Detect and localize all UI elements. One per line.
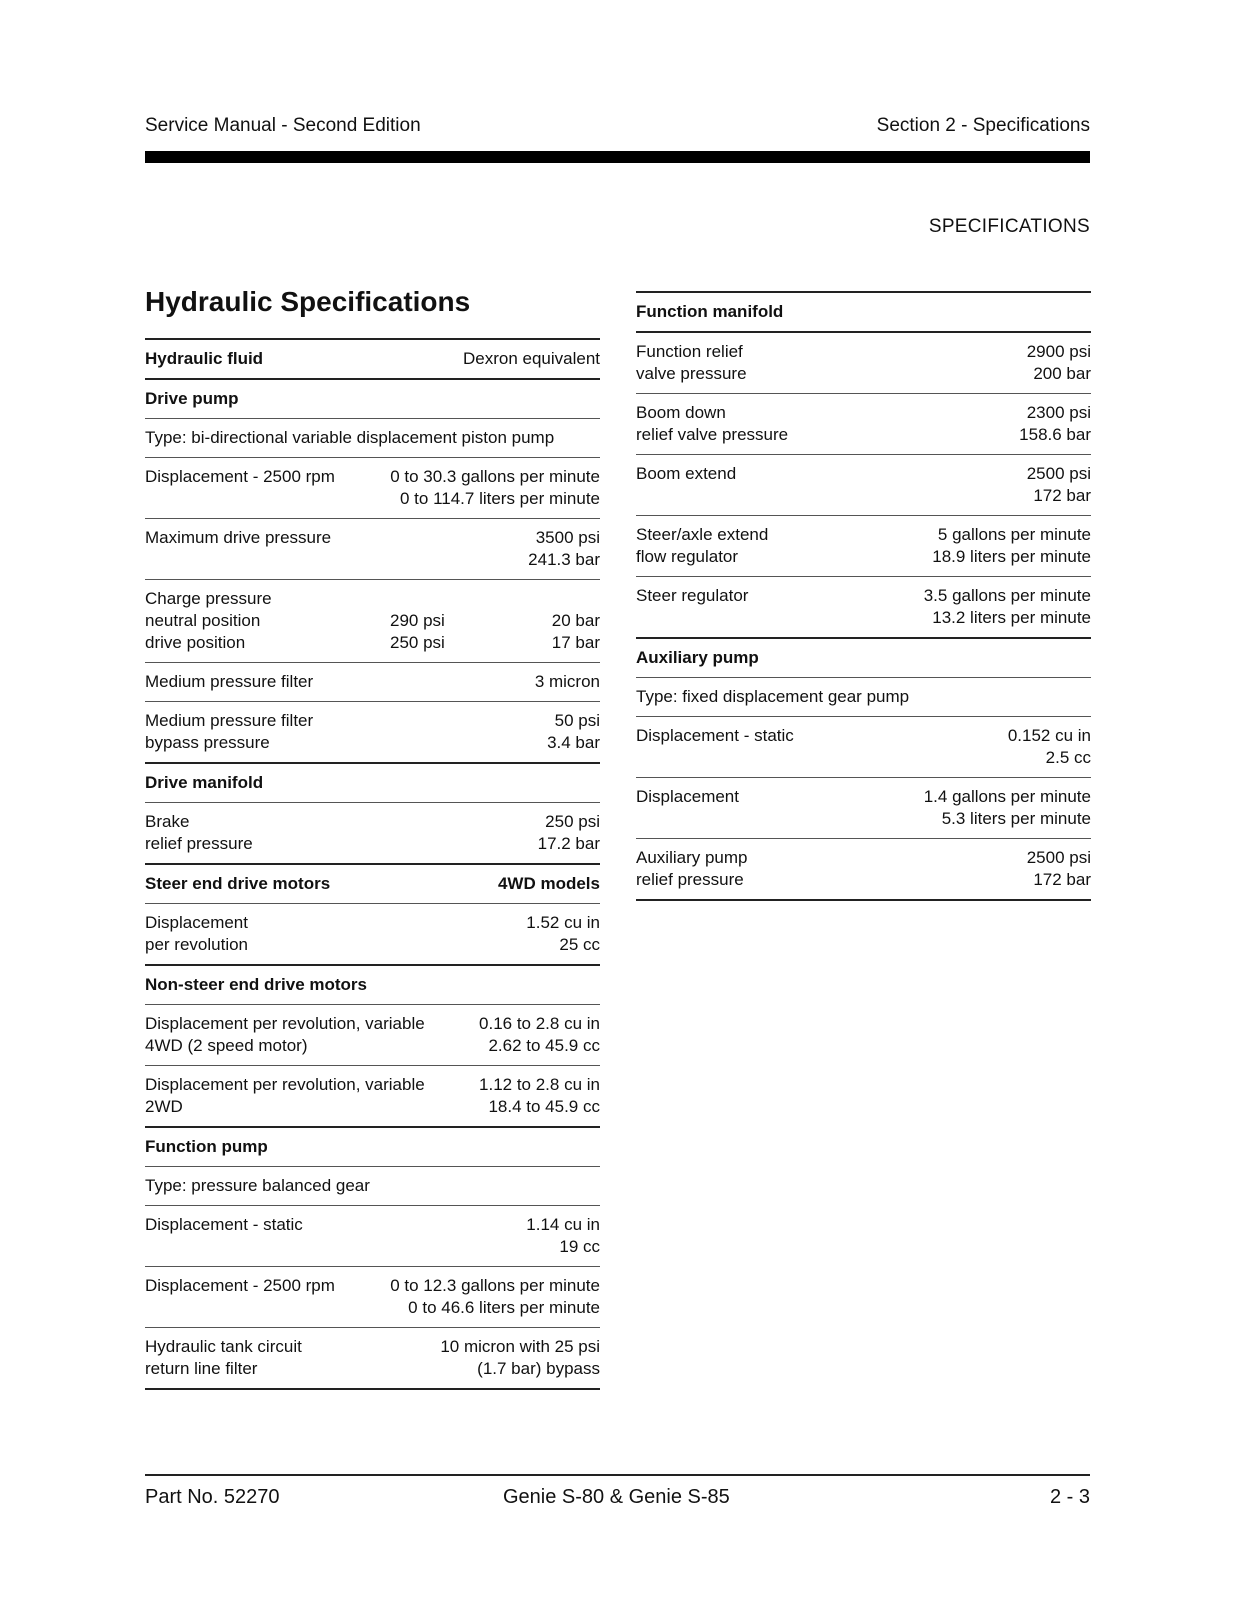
spec-value [526,912,600,956]
spec-value-line: 3.5 gallons per minute [923,586,1091,605]
medium-pressure-filter-row [145,662,600,701]
spec-value-line: 241.3 bar [528,550,600,569]
spec-label: Displacement - 2500 rpm [145,1276,335,1295]
spec-label: Charge pressure [145,589,272,608]
spec-label [145,1013,425,1057]
filter-bypass-row [145,701,600,762]
spec-value [440,1336,600,1380]
left-spec-table [145,338,600,1390]
spec-value-line: 250 psi [545,812,600,831]
spec-value-line: 0 to 30.3 gallons per minute [390,467,600,486]
function-pump-type-row [145,1166,600,1205]
spec-value [1027,847,1091,891]
spec-label-line: Displacement per revolution, variable [145,1075,425,1094]
spec-label-line: Boom down [636,403,726,422]
spec-value: 3 micron [534,672,600,691]
spec-value [924,786,1091,830]
section-heading-note: 4WD models [497,874,600,893]
spec-label: neutral position [145,611,261,630]
boom-extend-row [636,454,1091,515]
section-heading: Function pump [145,1137,268,1156]
spec-value-line: 0 to 46.6 liters per minute [408,1298,600,1317]
spec-value-line: 2.5 cc [1045,748,1091,767]
spec-value-line: 2300 psi [1026,403,1091,422]
spec-value [538,811,600,855]
spec-label: Type: bi-directional variable displacement piston pump [145,428,555,447]
spec-value-line: 1.14 cu in [526,1215,600,1234]
spec-value-line: 0.16 to 2.8 cu in [479,1014,600,1033]
spec-label: Maximum drive pressure [145,528,332,547]
footer-rule [145,1474,1090,1476]
spec-value [479,1013,600,1057]
spec-label [636,847,748,891]
spec-value-line: 5.3 liters per minute [941,809,1091,828]
spec-label-line: Displacement [145,913,248,932]
section-heading: Drive pump [145,389,239,408]
spec-value-line: 2.62 to 45.9 cc [488,1036,600,1055]
spec-label-line: return line filter [145,1359,258,1378]
section-heading: Auxiliary pump [636,648,759,667]
spec-label-line: Hydraulic tank circuit [145,1337,302,1356]
spec-value-line: 18.9 liters per minute [932,547,1091,566]
spec-value-line: 0.152 cu in [1007,726,1091,745]
spec-value-line: 17.2 bar [537,834,600,853]
function-pump-rpm-row [145,1266,600,1327]
section-heading-function-pump [145,1126,600,1166]
spec-value: 17 bar [551,633,600,652]
spec-label-line: valve pressure [636,364,747,383]
spec-value-line: 2900 psi [1026,342,1091,361]
spec-label-line: per revolution [145,935,249,954]
spec-label-line: Function relief [636,342,743,361]
spec-label-line: relief valve pressure [636,425,789,444]
section-heading: Drive manifold [145,773,264,792]
spec-label [145,710,313,754]
spec-value [526,1214,600,1258]
spec-label-line: Brake [145,812,190,831]
non-steer-2wd-row [145,1065,600,1126]
spec-label: drive position [145,633,246,652]
spec-value-line: 200 bar [1033,364,1091,383]
spec-value-line: 18.4 to 45.9 cc [488,1097,600,1116]
spec-label-line: 2WD [145,1097,183,1116]
spec-label [636,341,747,385]
drive-pump-displacement-row [145,457,600,518]
spec-label [145,1074,425,1118]
footer-part-number: Part No. 52270 [145,1486,280,1508]
header-section-title: Section 2 - Specifications [876,115,1090,136]
max-drive-pressure-row [145,518,600,579]
spec-label: Displacement - 2500 rpm [145,467,335,486]
spec-value [1027,463,1091,507]
spec-value [932,524,1091,568]
spec-label: Type: fixed displacement gear pump [636,687,910,706]
spec-value-line: 13.2 liters per minute [932,608,1091,627]
spec-value [390,1275,600,1319]
charge-pressure-grid [145,588,600,654]
charge-pressure-row [145,579,600,662]
spec-value-line: 10 micron with 25 psi [440,1337,600,1356]
spec-value [1008,725,1091,769]
right-spec-table [636,291,1091,901]
steer-end-displacement-row [145,903,600,964]
spec-value [1019,402,1091,446]
spec-label [145,1336,302,1380]
steer-regulator-row [636,576,1091,637]
spec-label: Medium pressure filter [145,672,314,691]
spec-value [924,585,1091,629]
spec-label [636,402,788,446]
spec-value-line: 2500 psi [1026,464,1091,483]
spec-label: Displacement - static [145,1215,303,1234]
spec-value-line: 158.6 bar [1019,425,1091,444]
spec-label-line: Auxiliary pump [636,848,748,867]
spec-label [145,811,253,855]
spec-value-line: 2500 psi [1026,848,1091,867]
spec-label [145,912,248,956]
boom-down-row [636,393,1091,454]
spec-label-line: relief pressure [636,870,744,889]
spec-value-line: 3500 psi [535,528,600,547]
spec-value-line: 19 cc [559,1237,600,1256]
spec-value [528,527,600,571]
spec-value-line: 0 to 12.3 gallons per minute [390,1276,600,1295]
section-heading: Function manifold [636,302,784,321]
spec-value-line: (1.7 bar) bypass [477,1359,600,1378]
spec-value [390,466,600,510]
page-title: Hydraulic Specifications [145,286,471,317]
spec-value-line: 50 psi [554,711,600,730]
return-line-filter-row [145,1327,600,1390]
header-manual-title: Service Manual - Second Edition [145,115,421,136]
aux-static-row [636,716,1091,777]
aux-pump-type-row [636,677,1091,716]
spec-label-line: 4WD (2 speed motor) [145,1036,308,1055]
spec-value [1027,341,1091,385]
section-heading-drive-pump [145,378,600,418]
spec-label: Steer regulator [636,586,749,605]
spec-value [547,710,600,754]
spec-value: 250 psi [390,633,445,652]
spec-value-line: 5 gallons per minute [937,525,1091,544]
steer-axle-row [636,515,1091,576]
spec-value-line: 1.52 cu in [526,913,600,932]
section-heading: Steer end drive motors [145,874,331,893]
brake-relief-row [145,802,600,863]
section-heading-function-manifold [636,293,1091,331]
spec-value: 290 psi [390,611,445,630]
spec-value-line: 0 to 114.7 liters per minute [399,489,600,508]
spec-label [636,524,768,568]
section-heading-drive-manifold [145,762,600,802]
section-heading-non-steer-end [145,964,600,1004]
section-heading-steer-end [145,863,600,903]
function-relief-row [636,331,1091,393]
aux-displacement-row [636,777,1091,838]
spec-value-line: 172 bar [1033,486,1091,505]
spec-label-line: Displacement per revolution, variable [145,1014,425,1033]
spec-value: Dexron equivalent [462,349,600,368]
spec-value-line: 25 cc [559,935,600,954]
spec-label: Type: pressure balanced gear [145,1176,370,1195]
function-pump-static-row [145,1205,600,1266]
spec-value: 20 bar [551,611,600,630]
spec-label: Hydraulic fluid [145,349,264,368]
footer-model: Genie S-80 & Genie S-85 [503,1486,730,1508]
non-steer-4wd-row [145,1004,600,1065]
spec-label: Displacement - static [636,726,794,745]
spec-value-line: 172 bar [1033,870,1091,889]
spec-value-line: 1.12 to 2.8 cu in [479,1075,600,1094]
spec-label-line: Medium pressure filter [145,711,314,730]
spec-label-line: bypass pressure [145,733,270,752]
spec-value-line: 1.4 gallons per minute [923,787,1091,806]
header-rule [145,151,1090,163]
drive-pump-type-row [145,418,600,457]
aux-relief-row [636,838,1091,901]
hydraulic-fluid-row [145,340,600,378]
spec-label-line: Steer/axle extend [636,525,769,544]
spec-label-line: relief pressure [145,834,253,853]
spec-value [479,1074,600,1118]
section-label: SPECIFICATIONS [928,216,1090,237]
spec-label: Displacement [636,787,739,806]
spec-label: Boom extend [636,464,737,483]
spec-value-line: 3.4 bar [547,733,600,752]
spec-label-line: flow regulator [636,547,739,566]
section-heading-auxiliary-pump [636,637,1091,677]
section-heading: Non-steer end drive motors [145,975,367,994]
footer-page-number: 2 - 3 [1049,1486,1090,1508]
